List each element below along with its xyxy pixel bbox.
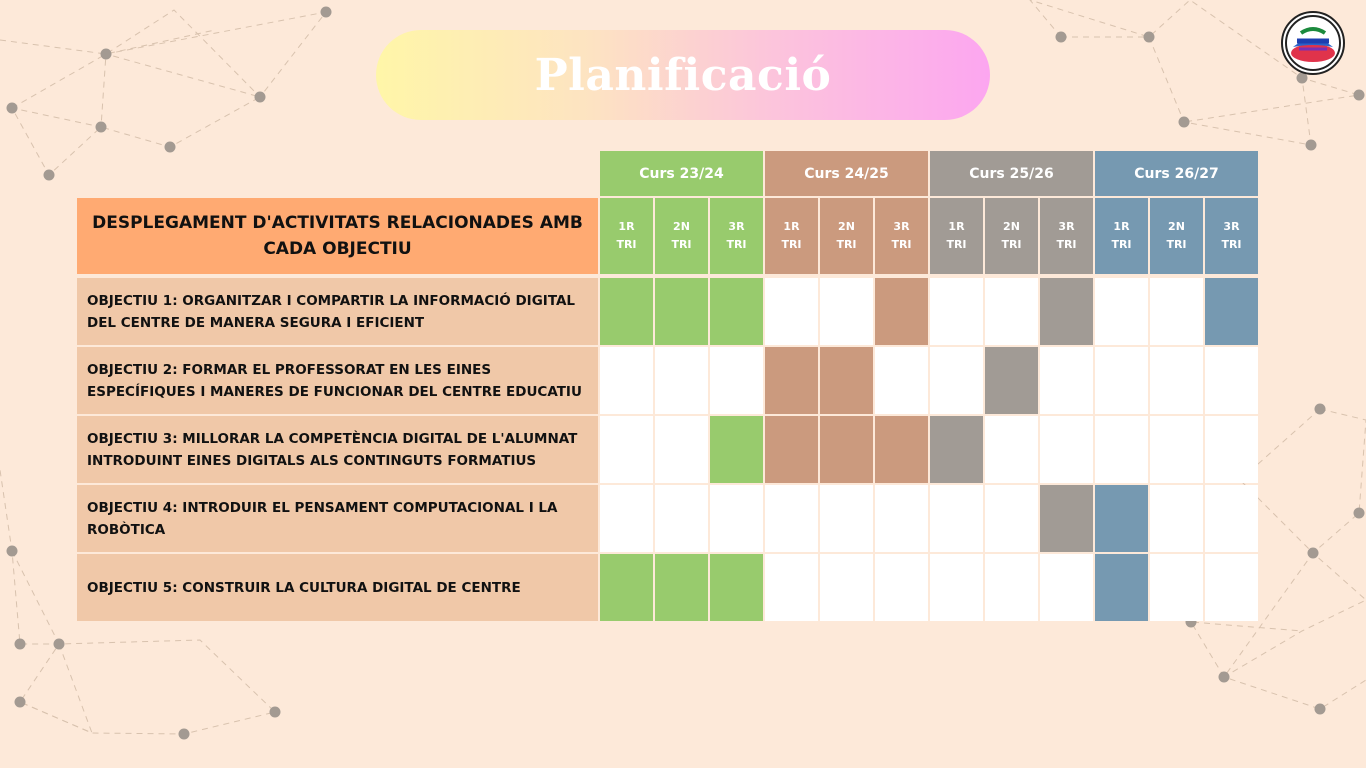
- schedule-cell-filled: [985, 347, 1038, 414]
- schedule-cell-filled: [1040, 485, 1093, 552]
- schedule-cell-empty: [930, 278, 983, 345]
- schedule-cell-filled: [710, 554, 763, 621]
- objective-row-label: OBJECTIU 4: INTRODUIR EL PENSAMENT COMPUTACIONAL I LA ROBÒTICA: [77, 485, 598, 552]
- schedule-cell-filled: [600, 278, 653, 345]
- trimester-header: 2N TRI: [985, 198, 1038, 274]
- course-header: Curs 26/27: [1095, 151, 1258, 196]
- schedule-cell-empty: [600, 347, 653, 414]
- schedule-cell-empty: [820, 278, 873, 345]
- table-header-title: DESPLEGAMENT D'ACTIVITATS RELACIONADES AMB CADA OBJECTIU: [77, 198, 598, 274]
- schedule-cell-filled: [765, 347, 818, 414]
- schedule-cell-empty: [710, 485, 763, 552]
- schedule-cell-empty: [1095, 347, 1148, 414]
- schedule-cell-empty: [655, 347, 708, 414]
- schedule-cell-empty: [1150, 485, 1203, 552]
- schedule-cell-empty: [930, 485, 983, 552]
- objective-row-label: OBJECTIU 5: CONSTRUIR LA CULTURA DIGITAL DE CENTRE: [77, 554, 598, 621]
- schedule-cell-empty: [1205, 416, 1258, 483]
- schedule-cell-empty: [820, 554, 873, 621]
- schedule-cell-empty: [1205, 554, 1258, 621]
- schedule-cell-empty: [765, 485, 818, 552]
- schedule-cell-empty: [1205, 485, 1258, 552]
- schedule-cell-empty: [1040, 416, 1093, 483]
- schedule-cell-empty: [655, 416, 708, 483]
- course-header: Curs 25/26: [930, 151, 1093, 196]
- trimester-header: 1R TRI: [600, 198, 653, 274]
- schedule-cell-filled: [820, 347, 873, 414]
- schedule-cell-empty: [600, 485, 653, 552]
- trimester-header: 3R TRI: [875, 198, 928, 274]
- schedule-cell-filled: [655, 278, 708, 345]
- schedule-cell-empty: [930, 554, 983, 621]
- schedule-cell-empty: [655, 485, 708, 552]
- trimester-header: 2N TRI: [820, 198, 873, 274]
- schedule-cell-empty: [930, 347, 983, 414]
- schedule-cell-filled: [655, 554, 708, 621]
- schedule-cell-empty: [1150, 347, 1203, 414]
- schedule-cell-empty: [985, 416, 1038, 483]
- schedule-cell-empty: [820, 485, 873, 552]
- objective-row-label: OBJECTIU 2: FORMAR EL PROFESSORAT EN LES EINES ESPECÍFIQUES I MANERES DE FUNCIONAR DEL CENTRE EDUCATIU: [77, 347, 598, 414]
- trimester-header: 1R TRI: [1095, 198, 1148, 274]
- schedule-cell-filled: [765, 416, 818, 483]
- schedule-cell-empty: [1150, 278, 1203, 345]
- schedule-cell-empty: [985, 278, 1038, 345]
- school-logo-icon: [1281, 11, 1345, 75]
- schedule-cell-empty: [1040, 347, 1093, 414]
- schedule-cell-filled: [710, 416, 763, 483]
- schedule-cell-empty: [1040, 554, 1093, 621]
- schedule-cell-empty: [1150, 554, 1203, 621]
- schedule-cell-filled: [875, 278, 928, 345]
- course-header: Curs 24/25: [765, 151, 928, 196]
- schedule-cell-empty: [1150, 416, 1203, 483]
- objective-row-label: OBJECTIU 1: ORGANITZAR I COMPARTIR LA INFORMACIÓ DIGITAL DEL CENTRE DE MANERA SEGURA I EFICIENT: [77, 278, 598, 345]
- schedule-cell-empty: [875, 554, 928, 621]
- trimester-header: 3R TRI: [1040, 198, 1093, 274]
- trimester-header: 2N TRI: [655, 198, 708, 274]
- schedule-cell-empty: [1095, 278, 1148, 345]
- schedule-cell-filled: [1040, 278, 1093, 345]
- schedule-cell-empty: [985, 485, 1038, 552]
- course-header: Curs 23/24: [600, 151, 763, 196]
- schedule-cell-empty: [710, 347, 763, 414]
- schedule-cell-empty: [1205, 347, 1258, 414]
- trimester-header: 3R TRI: [710, 198, 763, 274]
- title-banner: [376, 30, 990, 120]
- schedule-cell-empty: [1095, 416, 1148, 483]
- trimester-header: 1R TRI: [930, 198, 983, 274]
- schedule-cell-empty: [875, 485, 928, 552]
- schedule-cell-filled: [930, 416, 983, 483]
- schedule-cell-filled: [820, 416, 873, 483]
- schedule-cell-empty: [765, 554, 818, 621]
- schedule-cell-filled: [1095, 554, 1148, 621]
- schedule-cell-filled: [1095, 485, 1148, 552]
- schedule-cell-empty: [875, 347, 928, 414]
- trimester-header: 3R TRI: [1205, 198, 1258, 274]
- trimester-header: 2N TRI: [1150, 198, 1203, 274]
- schedule-cell-empty: [985, 554, 1038, 621]
- schedule-cell-filled: [875, 416, 928, 483]
- page-title: Planificació: [534, 49, 832, 101]
- schedule-cell-empty: [765, 278, 818, 345]
- trimester-header: 1R TRI: [765, 198, 818, 274]
- schedule-cell-filled: [1205, 278, 1258, 345]
- schedule-cell-filled: [710, 278, 763, 345]
- objective-row-label: OBJECTIU 3: MILLORAR LA COMPETÈNCIA DIGITAL DE L'ALUMNAT INTRODUINT EINES DIGITALS ALS CONTINGUTS FORMATIUS: [77, 416, 598, 483]
- schedule-cell-empty: [600, 416, 653, 483]
- schedule-cell-filled: [600, 554, 653, 621]
